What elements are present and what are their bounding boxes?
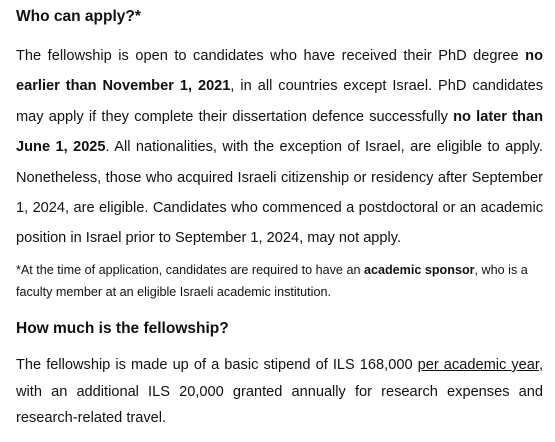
- heading-who-can-apply: Who can apply?*: [16, 8, 141, 25]
- eligibility-date-latest: no later than June 1, 2025: [16, 108, 543, 156]
- eligibility-text-2: , in all countries except Israel. PhD candidates may apply if they complete their dissertation defence successfully: [16, 78, 543, 125]
- heading-how-much: How much is the fellowship?: [16, 320, 229, 337]
- eligibility-paragraph: [16, 41, 543, 254]
- stipend-per-academic-year: per academic year: [417, 357, 539, 373]
- stipend-paragraph: [16, 352, 543, 432]
- eligibility-date-earliest: no earlier than November 1, 2021: [16, 48, 543, 95]
- eligibility-text-1: The fellowship is open to candidates who have received their PhD degree: [16, 48, 526, 64]
- footnote-academic-sponsor: academic sponsor: [363, 263, 475, 277]
- footnote-text-2: , who is a faculty member at an eligible Israeli academic institution.: [16, 263, 528, 299]
- stipend-text-1: The fellowship is made up of a basic stipend of ILS 168,000: [16, 357, 418, 373]
- eligibility-text-3: . All nationalities, with the exception of Israel, are eligible to apply. Nonetheless, those who acquired Israeli citizenship or residency after September 1, 2024, are eligible. Candidates who commenced a postdoctoral or an academic position in Israel prior to September 1, 2024, may not apply.: [16, 139, 543, 247]
- sponsor-footnote: [16, 259, 543, 303]
- footnote-text-1: *At the time of application, candidates are required to have an: [16, 263, 364, 277]
- stipend-text-2: , with an additional ILS 20,000 granted annually for research expenses and research-related travel.: [16, 357, 543, 426]
